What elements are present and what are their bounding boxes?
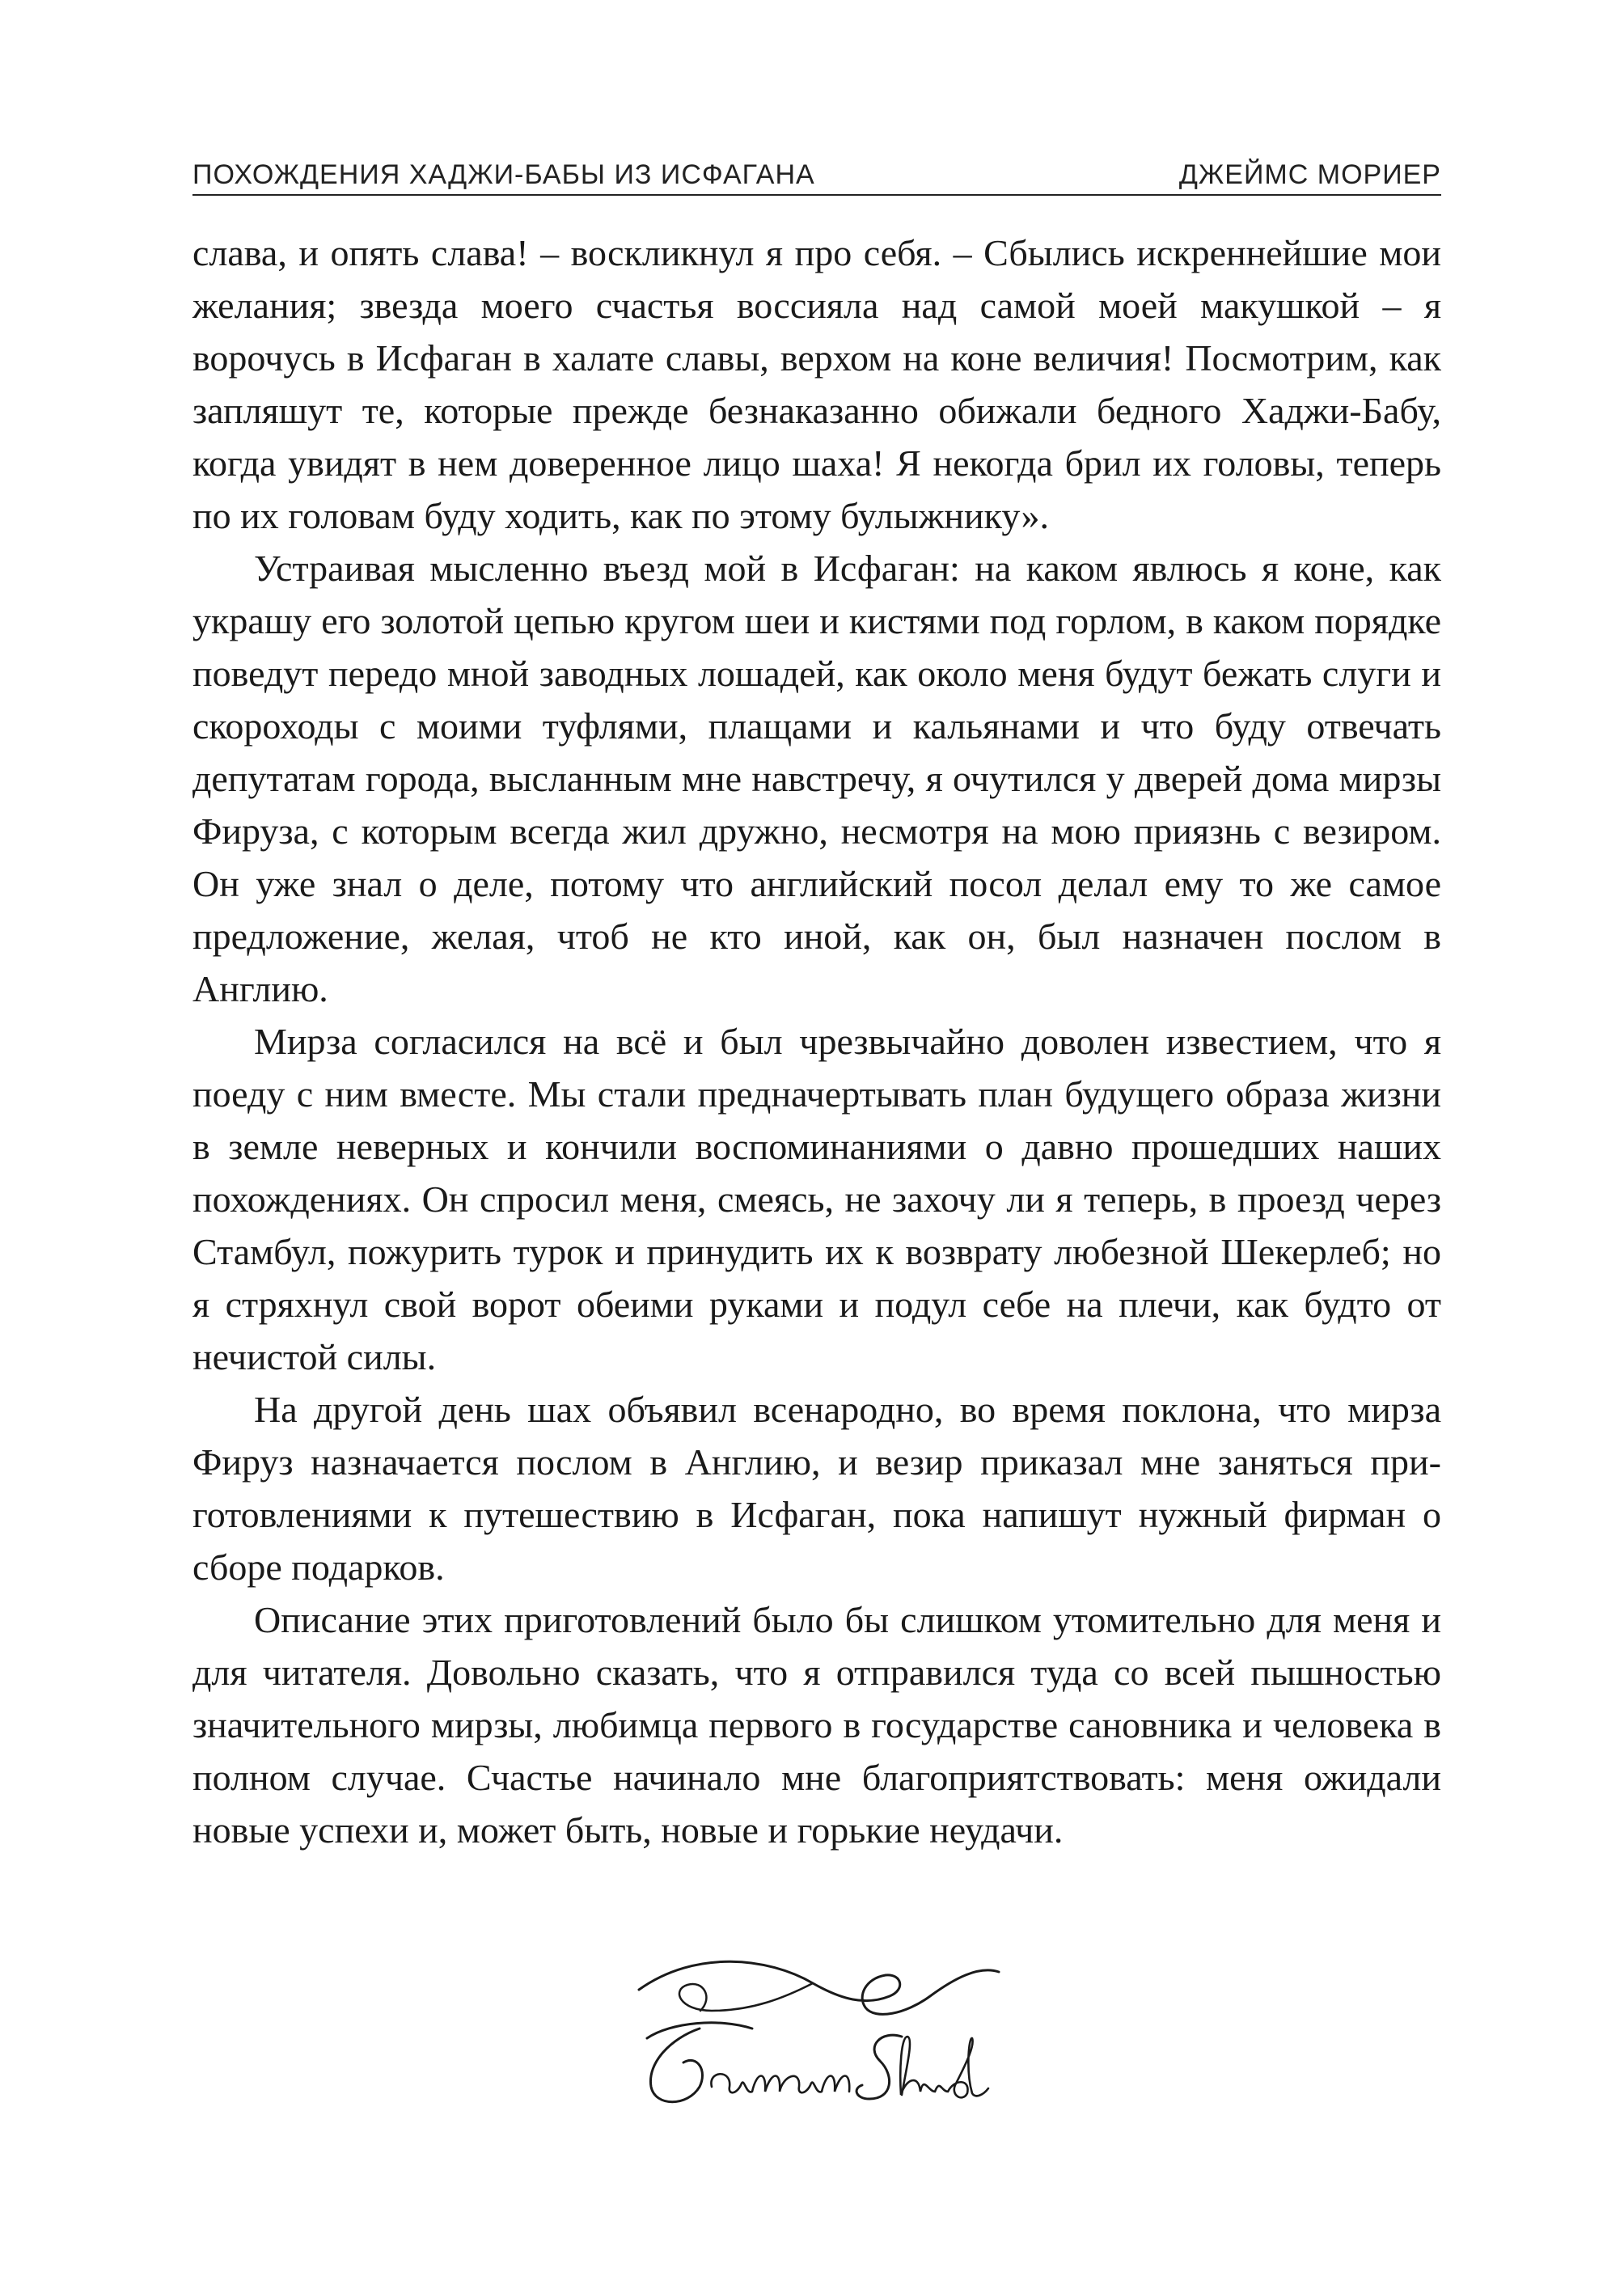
tamam-shud-ornament — [623, 1933, 1011, 2127]
body-text — [192, 226, 1441, 1856]
paragraph-3: Мирза согласился на всё и был чрезвычайно доволен известием, что я поеду с ним вместе. Мы стали предначертывать план будущего образа жизни в земле неверных и кончили воспоминаниями о давно прошедших наших похождениях. Он спросил меня, смеясь, не захочу ли я теперь, в проезд через Стамбул, пожурить турок и принудить их к возврату любезной Шекерлеб; но я стряхнул свой ворот обеими руками и подул себе на плечи, как будто от нечистой силы. — [192, 1021, 1441, 1377]
header-book-title: ПОХОЖДЕНИЯ ХАДЖИ-БАБЫ ИЗ ИСФАГАНА — [192, 159, 815, 190]
paragraph-5: Описание этих приготовлений было бы слишком утомительно для меня и для читателя. Довольно сказать, что я отправился туда со всей пышностью значительного мирзы, любимца первого в государстве сановника и человека в полном случае. Счастье начинало мне благоприятствовать: меня ожидали новые успехи и, может быть, новые и горькие неудачи. — [192, 1599, 1441, 1851]
paragraph-2: Устраивая мысленно въезд мой в Исфаган: на каком явлюсь я коне, как украшу его золотой цепью кругом шеи и кистями под горлом, в каком порядке поведут передо мной заводных лошадей, как около меня будут бежать слуги и скороходы с моими туфлями, плащами и кальянами и что буду отвечать депутатам города, высланным мне навстречу, я очутился у дверей дома мирзы Фируза, с которым всегда жил дружно, несмотря на мою приязнь с везиром. Он уже знал о деле, потому что английский посол делал ему то же самое предложение, желая, чтоб не кто иной, как он, был назначен послом в Англию. — [192, 548, 1441, 1009]
paragraph-4: На другой день шах объявил всенародно, во время поклона, что мирза Фируз назначается послом в Англию, и везир приказал мне заняться приготовлениями к путешествию в Исфаган, пока напишут нужный фирман о сборе подарков. — [192, 1389, 1441, 1588]
header-author: ДЖЕЙМС МОРИЕР — [1178, 159, 1441, 190]
running-header — [192, 150, 1441, 191]
paragraph-1: слава, и опять слава! – воскликнул я про себя. – Сбылись искреннейшие мои желания; звезда моего счастья воссияла над самой моей макушкой – я ворочусь в Исфаган в халате славы, верхом на коне величия! Посмотрим, как запляшут те, которые прежде безнаказанно обижали бедного Хаджи-Бабу, когда увидят в нем доверенное лицо шаха! Я некогда брил их головы, теперь по их головам буду ходить, как по этому булыжнику». — [192, 232, 1441, 536]
header-rule — [192, 194, 1441, 196]
calligraphic-flourish-icon — [623, 1933, 1011, 2127]
